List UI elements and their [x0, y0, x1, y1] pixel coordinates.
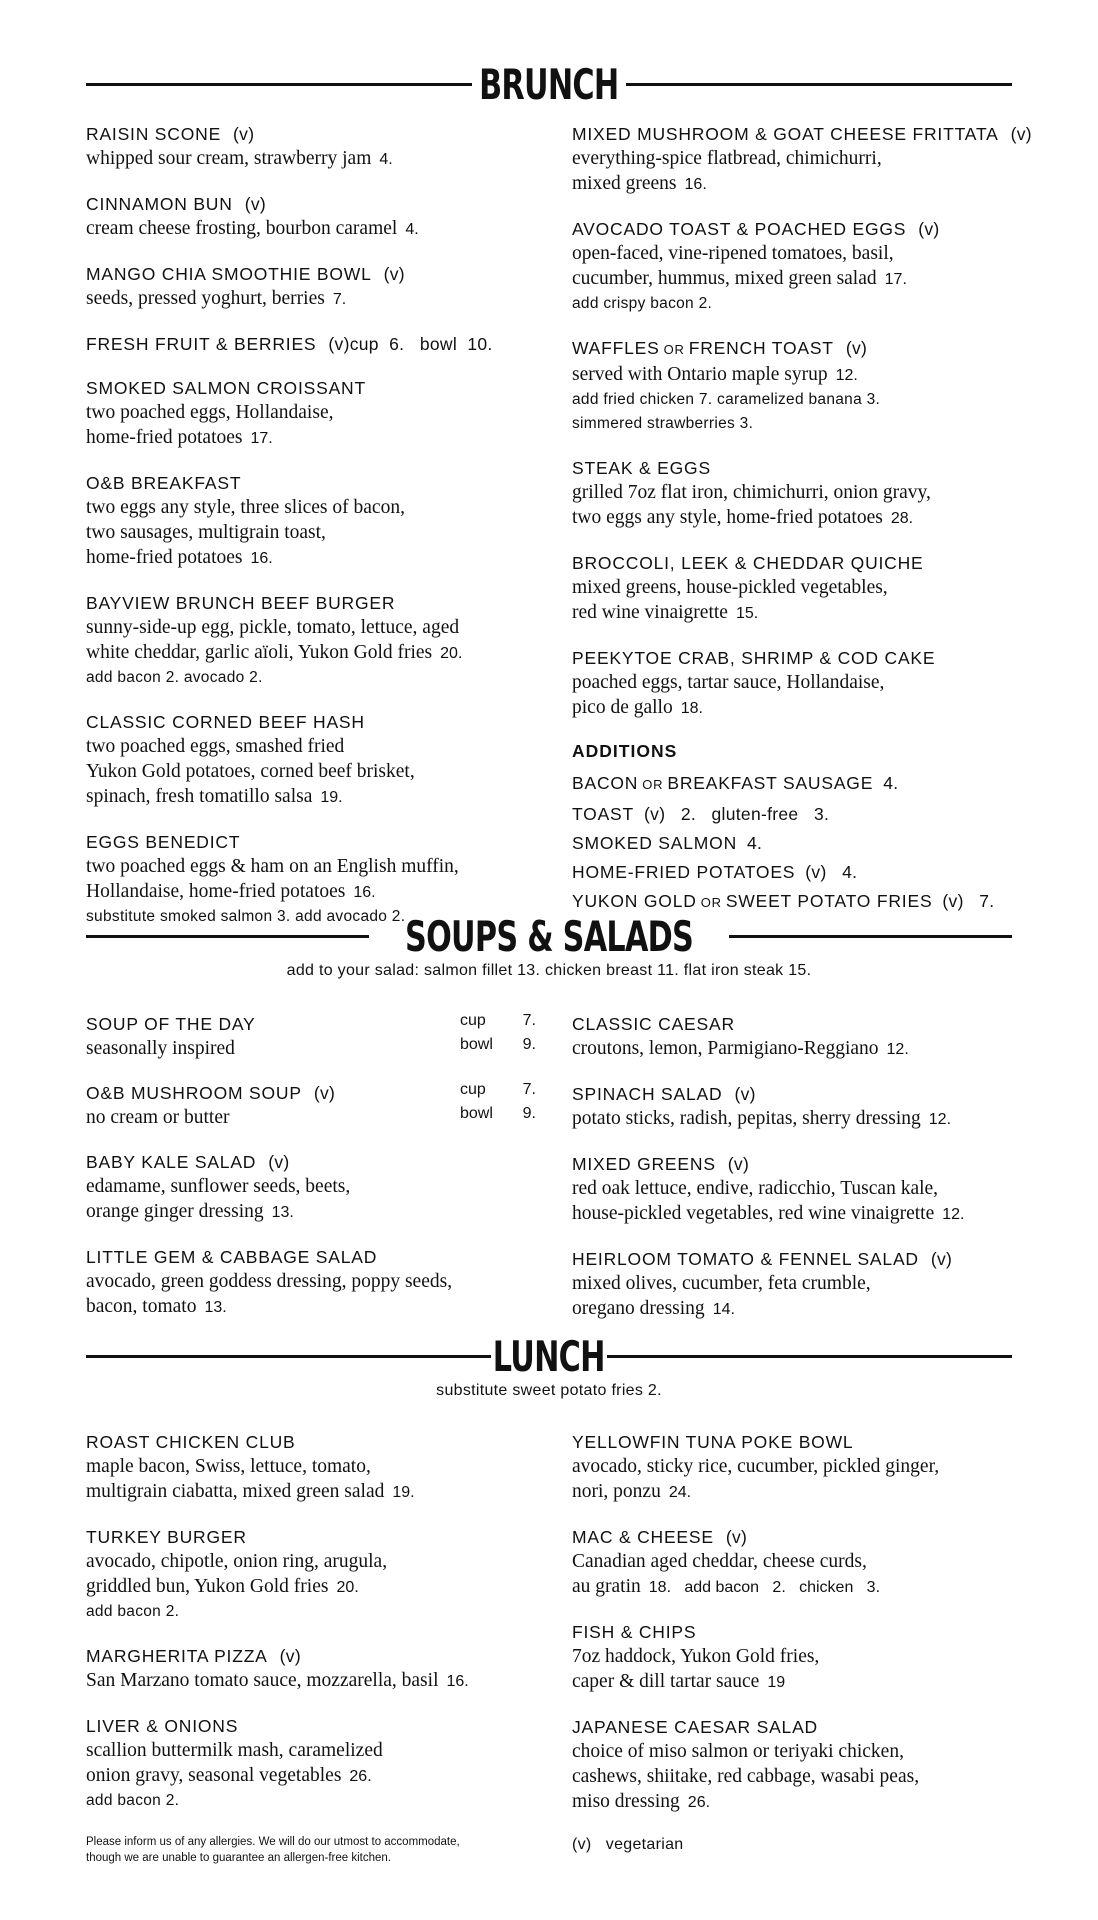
item-description-text: mixed greens, house-pickled vegetables, red wine vinaigrette	[572, 577, 888, 623]
vegetarian-marker: (v)	[279, 1646, 301, 1666]
vegetarian-legend: (v) vegetarian	[572, 1836, 684, 1853]
item-name-text: FRESH FRUIT & BERRIES	[86, 334, 317, 354]
addition-price: (v) 4.	[805, 862, 858, 882]
menu-item	[572, 1430, 1022, 1505]
item-price: 26.	[687, 1794, 711, 1811]
item-description	[86, 400, 536, 451]
item-name-text: MIXED MUSHROOM & GOAT CHEESE FRITTATA	[572, 124, 999, 144]
item-name	[86, 262, 536, 286]
vegetarian-marker: (v)	[734, 1084, 756, 1104]
addition-name: BACON	[572, 773, 639, 793]
item-description	[572, 1454, 1022, 1505]
item-description-text: sunny-side-up egg, pickle, tomato, lettuce, aged white cheddar, garlic aïoli, Yukon Gold fries	[86, 617, 460, 663]
item-name	[86, 1525, 536, 1549]
divider	[626, 83, 1012, 86]
addition-name: SWEET POTATO FRIES	[725, 891, 933, 911]
menu-page	[86, 0, 1032, 1920]
item-name-text: MAC & CHEESE	[572, 1527, 714, 1547]
bowl-label: bowl	[460, 1105, 493, 1122]
item-description-text: avocado, chipotle, onion ring, arugula, griddled bun, Yukon Gold fries	[86, 1551, 388, 1597]
item-price: 24.	[668, 1484, 692, 1501]
cup-price: 7.	[522, 1081, 536, 1098]
item-name	[572, 1247, 1022, 1271]
item-price: 26.	[349, 1768, 372, 1785]
vegetarian-marker: (v)	[313, 1083, 336, 1103]
vegetarian-marker: (v)	[244, 194, 266, 214]
item-extras: add bacon 2. avocado 2.	[86, 669, 263, 686]
item-description	[86, 1174, 536, 1225]
divider	[729, 935, 1012, 938]
item-name-text: TURKEY BURGER	[86, 1527, 247, 1547]
item-name-text: CLASSIC CORNED BEEF HASH	[86, 712, 365, 732]
item-description	[572, 1106, 1022, 1132]
addition-price: 4.	[883, 773, 899, 793]
item-name	[86, 1150, 536, 1174]
item-price: 17.	[250, 430, 273, 447]
soup-row	[86, 1012, 536, 1036]
item-name	[86, 192, 536, 216]
vegetarian-marker: (v)	[268, 1152, 290, 1172]
salad-addons-note: add to your salad: salmon fillet 13. chicken breast 11. flat iron steak 15.	[286, 962, 812, 979]
vegetarian-marker: (v)	[1010, 124, 1032, 144]
section-title: LUNCH	[493, 1331, 605, 1381]
addition-name: HOME-FRIED POTATOES	[572, 862, 796, 882]
item-description-text: served with Ontario maple syrup	[572, 364, 828, 385]
item-name	[86, 122, 536, 146]
item-name-text: O&B BREAKFAST	[86, 473, 242, 493]
menu-item	[86, 1150, 536, 1225]
addition-price: 4.	[747, 833, 763, 853]
section-title: SOUPS & SALADS	[404, 911, 694, 961]
menu-item	[86, 1525, 536, 1624]
item-name-text: MARGHERITA PIZZA	[86, 1646, 268, 1666]
lunch-right-column	[572, 1430, 1022, 1835]
cup-price: 7.	[522, 1012, 536, 1029]
item-description-text: avocado, sticky rice, cucumber, pickled ginger, nori, ponzu	[572, 1456, 940, 1502]
item-name-text: FRENCH TOAST	[688, 338, 834, 358]
item-description-text: scallion buttermilk mash, caramelized onion gravy, seasonal vegetables	[86, 1740, 383, 1786]
item-name-text: MANGO CHIA SMOOTHIE BOWL	[86, 264, 372, 284]
item-price: 4.	[405, 221, 419, 238]
item-name-text: JAPANESE CAESAR SALAD	[572, 1717, 819, 1737]
item-description-text: choice of miso salmon or teriyaki chicken, cashews, shiitake, red cabbage, wasabi peas, miso dressing	[572, 1741, 920, 1812]
item-extras: add bacon 2.	[86, 1792, 180, 1809]
vegetarian-marker: (v)cup 6. bowl 10.	[328, 334, 493, 354]
item-price: 19	[767, 1674, 786, 1691]
lunch-substitute-note: substitute sweet potato fries 2.	[436, 1382, 662, 1399]
item-name-text: WAFFLES	[572, 338, 660, 358]
item-description	[572, 1739, 1022, 1815]
item-price: 12.	[886, 1041, 909, 1058]
item-name-text: BAYVIEW BRUNCH BEEF BURGER	[86, 593, 396, 613]
brunch-right-column	[572, 122, 1032, 920]
item-name-text: RAISIN SCONE	[86, 124, 222, 144]
menu-item	[572, 1247, 1022, 1322]
soup-item	[86, 1081, 536, 1130]
item-description-text: poached eggs, tartar sauce, Hollandaise, pico de gallo	[572, 672, 885, 718]
item-name	[572, 1012, 1022, 1036]
item-price: 16.	[446, 1673, 469, 1690]
item-description-text: croutons, lemon, Parmigiano-Reggiano	[572, 1038, 879, 1059]
item-name-text: ROAST CHICKEN CLUB	[86, 1432, 296, 1452]
menu-item	[86, 1644, 536, 1694]
item-description-text: red oak lettuce, endive, radicchio, Tuscan kale, house-pickled vegetables, red wine vinaigrette	[572, 1178, 939, 1224]
item-description-text: 7oz haddock, Yukon Gold fries, caper & dill tartar sauce	[572, 1646, 820, 1692]
divider	[86, 83, 472, 86]
soup-item	[86, 1012, 536, 1061]
bowl-price: 9.	[522, 1105, 536, 1122]
item-description	[572, 146, 1022, 197]
soup-row	[86, 1105, 536, 1130]
item-description	[572, 362, 1022, 388]
item-name-text: O&B MUSHROOM SOUP	[86, 1083, 302, 1103]
item-description-text: open-faced, vine-ripened tomatoes, basil, cucumber, hummus, mixed green salad	[572, 243, 894, 289]
vegetarian-marker: (v)	[918, 219, 940, 239]
brunch-left-column	[86, 122, 536, 949]
item-description	[86, 1549, 536, 1600]
item-description	[86, 615, 536, 666]
or-connector: OR	[663, 342, 685, 357]
item-extras: add crispy bacon 2.	[572, 295, 713, 312]
item-description-text: grilled 7oz flat iron, chimichurri, onion gravy, two eggs any style, home-fried potatoes	[572, 482, 931, 528]
addition-price: (v) 7.	[942, 891, 995, 911]
item-name-text: CINNAMON BUN	[86, 194, 233, 214]
item-name-text: EGGS BENEDICT	[86, 832, 241, 852]
addition-name: BREAKFAST SAUSAGE	[667, 773, 874, 793]
or-connector: OR	[642, 777, 664, 792]
soup-row	[86, 1081, 536, 1105]
addition-name: YUKON GOLD	[572, 891, 697, 911]
menu-item	[572, 1525, 1022, 1600]
item-description-text: cream cheese frosting, bourbon caramel	[86, 218, 398, 239]
item-price: 18.	[680, 700, 703, 717]
item-name	[86, 332, 536, 356]
item-name-text: MIXED GREENS	[572, 1154, 716, 1174]
item-description-text: two poached eggs, smashed fried Yukon Gold potatoes, corned beef brisket, spinach, fresh tomatillo salsa	[86, 736, 415, 807]
item-description-text: two eggs any style, three slices of bacon, two sausages, multigrain toast, home-fried potatoes	[86, 497, 405, 568]
cup-label: cup	[460, 1081, 486, 1098]
item-price: 12.	[928, 1111, 952, 1128]
item-name	[86, 1644, 536, 1668]
item-description-text: avocado, green goddess dressing, poppy seeds, bacon, tomato	[86, 1271, 453, 1317]
item-extras: substitute smoked salmon 3. add avocado 2.	[86, 908, 406, 925]
item-name	[86, 376, 536, 400]
additions	[572, 739, 1022, 915]
item-description	[86, 1454, 536, 1505]
item-description-text: Canadian aged cheddar, cheese curds, au gratin	[572, 1551, 867, 1597]
item-extras: add bacon 2.	[86, 1603, 180, 1620]
or-connector: OR	[700, 895, 722, 910]
item-description-text: two poached eggs, Hollandaise, home-fried potatoes	[86, 402, 334, 448]
item-name	[86, 830, 536, 854]
divider	[86, 935, 369, 938]
item-name	[572, 1620, 1022, 1644]
item-price: 19.	[320, 789, 343, 806]
addition-row	[572, 860, 1022, 884]
vegetarian-marker: (v)	[725, 1527, 748, 1547]
item-name	[572, 456, 1022, 480]
item-price: 15.	[735, 605, 759, 622]
section-title: BRUNCH	[479, 59, 619, 109]
menu-item	[572, 1620, 1022, 1695]
item-name	[572, 336, 1022, 362]
item-description: seasonally inspired	[86, 1038, 235, 1059]
menu-item	[86, 332, 536, 356]
item-name	[572, 1525, 1022, 1549]
menu-item	[86, 192, 536, 242]
item-description-text: San Marzano tomato sauce, mozzarella, basil	[86, 1670, 439, 1691]
item-price: 13.	[271, 1204, 294, 1221]
menu-item	[572, 551, 1022, 626]
lunch-left-column	[86, 1430, 536, 1833]
item-price: 18. add bacon 2. chicken 3.	[648, 1579, 881, 1596]
divider	[607, 1355, 1012, 1358]
addition-row	[572, 831, 1022, 855]
menu-item	[86, 262, 536, 312]
item-description	[86, 216, 536, 242]
item-name	[572, 122, 1032, 146]
item-price: 7.	[332, 291, 347, 308]
item-price: 4.	[379, 151, 393, 168]
soups-header	[86, 910, 1012, 962]
additions-heading: ADDITIONS	[572, 741, 678, 761]
item-name	[572, 1430, 1022, 1454]
vegetarian-marker: (v)	[383, 264, 405, 284]
item-description	[572, 480, 1022, 531]
item-name	[572, 217, 1022, 241]
item-name	[572, 1082, 1022, 1106]
item-description	[86, 286, 536, 312]
item-name	[572, 1715, 1022, 1739]
item-description	[572, 241, 1022, 292]
addition-name: TOAST	[572, 804, 635, 824]
addition-price: (v) 2. gluten-free 3.	[644, 804, 830, 824]
soup-row	[86, 1036, 536, 1061]
vegetarian-marker: (v)	[233, 124, 255, 144]
item-description	[86, 734, 536, 810]
addition-row	[572, 771, 1022, 797]
item-name-text: SOUP OF THE DAY	[86, 1014, 256, 1034]
item-description	[572, 1036, 1022, 1062]
item-price: 17.	[884, 271, 907, 288]
item-name	[86, 710, 536, 734]
item-name	[86, 1081, 460, 1105]
soups-left-column	[86, 1012, 536, 1340]
menu-item	[86, 710, 536, 810]
item-description	[572, 1271, 1022, 1322]
item-description	[572, 575, 1022, 626]
item-price: 20.	[440, 645, 463, 662]
item-description	[86, 146, 536, 172]
menu-item	[572, 1152, 1022, 1227]
item-price: 14.	[712, 1301, 735, 1318]
soups-right-column	[572, 1012, 1022, 1342]
item-name-text: BROCCOLI, LEEK & CHEDDAR QUICHE	[572, 553, 924, 573]
menu-item	[572, 646, 1022, 721]
lunch-header	[86, 1330, 1012, 1382]
item-name-text: STEAK & EGGS	[572, 458, 711, 478]
bowl-price: 9.	[522, 1036, 536, 1053]
vegetarian-marker: (v)	[845, 338, 868, 358]
item-description	[572, 1176, 1022, 1227]
menu-item	[86, 1245, 536, 1320]
menu-item	[86, 376, 536, 451]
menu-item	[86, 591, 536, 690]
vegetarian-marker: (v)	[727, 1154, 750, 1174]
menu-item	[572, 456, 1022, 531]
item-description-text: mixed olives, cucumber, feta crumble, oregano dressing	[572, 1273, 871, 1319]
item-name-text: CLASSIC CAESAR	[572, 1014, 735, 1034]
item-price: 16.	[684, 176, 707, 193]
item-price: 12.	[942, 1206, 965, 1223]
item-name-text: SMOKED SALMON CROISSANT	[86, 378, 366, 398]
item-name	[86, 1245, 536, 1269]
item-price: 20.	[336, 1579, 359, 1596]
item-name-text: AVOCADO TOAST & POACHED EGGS	[572, 219, 907, 239]
menu-item	[86, 1430, 536, 1505]
item-name-text: LIVER & ONIONS	[86, 1716, 239, 1736]
item-name	[572, 551, 1022, 575]
divider	[86, 1355, 491, 1358]
item-description	[86, 1269, 536, 1320]
item-price: 12.	[835, 367, 858, 384]
item-price: 16.	[250, 550, 273, 567]
item-description	[86, 1668, 536, 1694]
item-description-text: whipped sour cream, strawberry jam	[86, 148, 372, 169]
item-description	[86, 854, 536, 905]
cup-label: cup	[460, 1012, 486, 1029]
item-description-text: seeds, pressed yoghurt, berries	[86, 288, 325, 309]
allergy-notice: Please inform us of any allergies. We will do our utmost to accommodate, though we are unable to guarantee an allergen-free kitchen.	[86, 1836, 460, 1864]
item-name-text: HEIRLOOM TOMATO & FENNEL SALAD	[572, 1249, 919, 1269]
menu-item	[572, 122, 1032, 197]
item-name-text: PEEKYTOE CRAB, SHRIMP & COD CAKE	[572, 648, 936, 668]
item-price: 13.	[204, 1299, 227, 1316]
menu-item	[572, 1715, 1022, 1815]
item-name-text: BABY KALE SALAD	[86, 1152, 257, 1172]
addition-name: SMOKED SALMON	[572, 833, 738, 853]
item-name-text: SPINACH SALAD	[572, 1084, 723, 1104]
item-description-text: two poached eggs & ham on an English muffin, Hollandaise, home-fried potatoes	[86, 856, 459, 902]
item-description-text: edamame, sunflower seeds, beets, orange ginger dressing	[86, 1176, 351, 1222]
item-description	[86, 1738, 536, 1789]
menu-item	[86, 122, 536, 172]
item-description	[572, 670, 1022, 721]
item-price: 19.	[392, 1484, 415, 1501]
item-name-text: YELLOWFIN TUNA POKE BOWL	[572, 1432, 854, 1452]
item-description-text: potato sticks, radish, pepitas, sherry dressing	[572, 1108, 921, 1129]
menu-item	[86, 1714, 536, 1813]
item-name	[572, 646, 1022, 670]
item-description	[86, 495, 536, 571]
item-description-text: everything-spice flatbread, chimichurri, mixed greens	[572, 148, 882, 194]
menu-item	[86, 471, 536, 571]
menu-item	[572, 1012, 1022, 1062]
item-name-text: FISH & CHIPS	[572, 1622, 697, 1642]
item-description	[572, 1549, 1022, 1600]
item-name	[572, 1152, 1022, 1176]
brunch-header	[86, 58, 1012, 110]
item-name	[86, 1430, 536, 1454]
item-price: 28.	[890, 510, 914, 527]
item-description	[572, 1644, 1022, 1695]
bowl-label: bowl	[460, 1036, 493, 1053]
item-description-text: maple bacon, Swiss, lettuce, tomato, multigrain ciabatta, mixed green salad	[86, 1456, 385, 1502]
item-name-text: LITTLE GEM & CABBAGE SALAD	[86, 1247, 378, 1267]
item-name	[86, 591, 536, 615]
menu-item	[572, 336, 1022, 436]
item-name	[86, 471, 536, 495]
addition-row	[572, 802, 1022, 826]
item-description: no cream or butter	[86, 1107, 230, 1128]
item-name	[86, 1012, 460, 1036]
item-name	[86, 1714, 536, 1738]
item-extras: add fried chicken 7. caramelized banana 3. simmered strawberries 3.	[572, 391, 881, 432]
item-price: 16.	[353, 884, 376, 901]
menu-item	[572, 217, 1022, 316]
vegetarian-marker: (v)	[930, 1249, 953, 1269]
menu-item	[572, 1082, 1022, 1132]
